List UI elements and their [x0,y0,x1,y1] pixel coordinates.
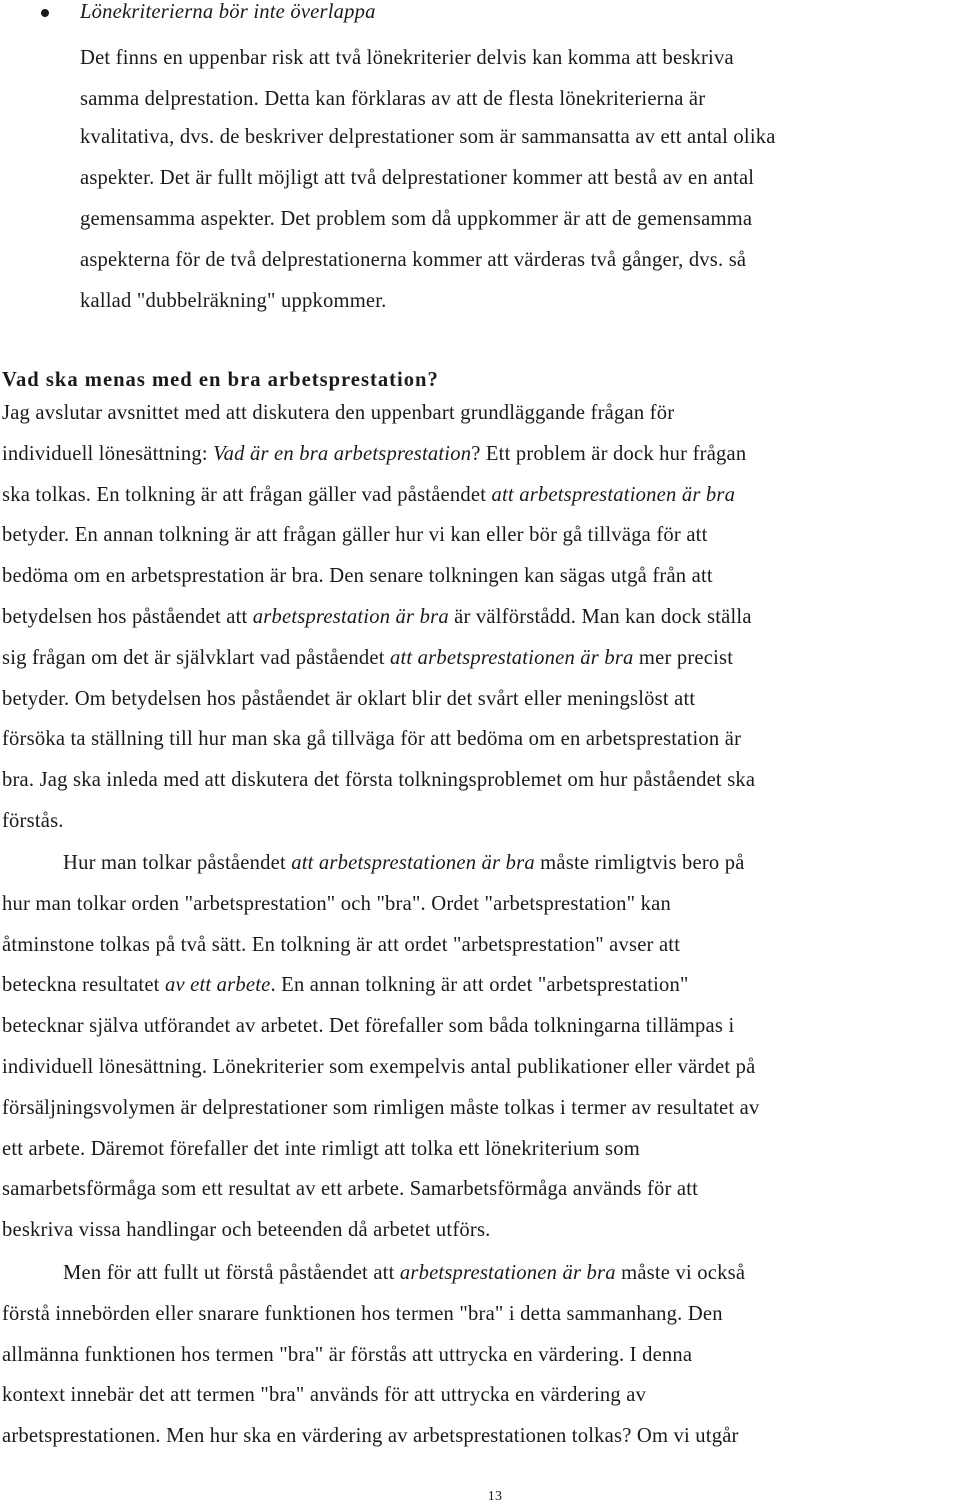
text-line: beteckna resultatet av ett arbete. En annan tolkning är att ordet "arbetsprestation" [2,974,689,997]
text-line: Det finns en uppenbar risk att två lönekriterier delvis kan komma att beskriva [80,47,734,69]
text-line: allmänna funktionen hos termen "bra" är förstås att uttrycka en värdering. I denna [2,1343,693,1366]
text-line: kontext innebär det att termen "bra" används för att uttrycka en värdering av [2,1384,647,1407]
text-line: beskriva vissa handlingar och beteenden då arbetet utförs. [2,1219,491,1242]
bullet-body [80,38,952,322]
paragraph-1 [2,402,954,851]
text-line: individuell lönesättning: Vad är en bra arbetsprestation? Ett problem är dock hur frågan [2,442,747,465]
text-line: samarbetsförmåga som ett resultat av ett arbete. Samarbetsförmåga används för att [2,1178,699,1201]
text-line: förstås. [2,809,64,832]
page-number: 13 [487,1489,503,1504]
text-line: aspekterna för de två delprestationerna kommer att värderas två gånger, dvs. så [80,249,747,271]
text-line: försäljningsvolymen är delprestationer som rimligen måste tolkas i termer av resultatet av [2,1096,760,1119]
text-line: kallad "dubbelräkning" uppkommer. [80,290,387,312]
text-line: betecknar själva utförandet av arbetet. Det förefaller som båda tolkningarna tillämpas i [2,1015,735,1038]
bullet-dot-icon [41,9,49,17]
text-line: försöka ta ställning till hur man ska gå tillväga för att bedöma om en arbetsprestation är [2,728,742,751]
text-line: bedöma om en arbetsprestation är bra. Den senare tolkningen kan sägas utgå från att [2,565,713,588]
text-line: betyder. En annan tolkning är att frågan gäller hur vi kan eller bör gå tillväga för att [2,524,708,547]
text-line: förstå innebörden eller snarare funktionen hos termen "bra" i detta sammanhang. Den [2,1302,723,1325]
text-line: gemensamma aspekter. Det problem som då uppkommer är att de gemensamma [80,208,753,230]
text-line: ett arbete. Däremot förefaller det inte rimligt att tolka ett lönekriterium som [2,1137,640,1160]
paragraph-3 [2,1262,954,1466]
paragraph-2 [2,852,954,1260]
text-line: individuell lönesättning. Lönekriterier som exempelvis antal publikationer eller värdet på [2,1055,756,1078]
text-line: samma delprestation. Detta kan förklaras av att de flesta lönekriterierna är [80,88,706,110]
text-line: sig frågan om det är självklart vad påståendet att arbetsprestationen är bra mer precist [2,646,734,669]
text-line: åtminstone tolkas på två sätt. En tolkning är att ordet "arbetsprestation" avser att [2,933,681,956]
text-line: kvalitativa, dvs. de beskriver delprestationer som är sammansatta av ett antal olika [80,126,776,148]
text-line: hur man tolkar orden "arbetsprestation" och "bra". Ordet "arbetsprestation" kan [2,892,671,915]
text-line: ska tolkas. En tolkning är att frågan gäller vad påståendet att arbetsprestationen är bra [2,483,736,506]
text-line: betydelsen hos påståendet att arbetsprestation är bra är välförstådd. Man kan dock ställa [2,605,752,628]
text-line: arbetsprestationen. Men hur ska en värdering av arbetsprestationen tolkas? Om vi utgår [2,1425,739,1448]
bullet-heading: Lönekriterierna bör inte överlappa [80,1,376,23]
text-line: aspekter. Det är fullt möjligt att två delprestationer kommer att bestå av en antal [80,167,755,189]
text-line: Jag avslutar avsnittet med att diskutera den uppenbart grundläggande frågan för [2,402,675,424]
section-heading: Vad ska menas med en bra arbetsprestation? [2,369,439,391]
text-line: betyder. Om betydelsen hos påståendet är oklart blir det svårt eller meningslöst att [2,687,696,710]
text-line: Men för att fullt ut förstå påståendet att arbetsprestationen är bra måste vi också [63,1262,746,1284]
text-line: Hur man tolkar påståendet att arbetsprestationen är bra måste rimligtvis bero på [63,852,745,874]
text-line: bra. Jag ska inleda med att diskutera det första tolkningsproblemet om hur påståendet ska [2,769,756,792]
